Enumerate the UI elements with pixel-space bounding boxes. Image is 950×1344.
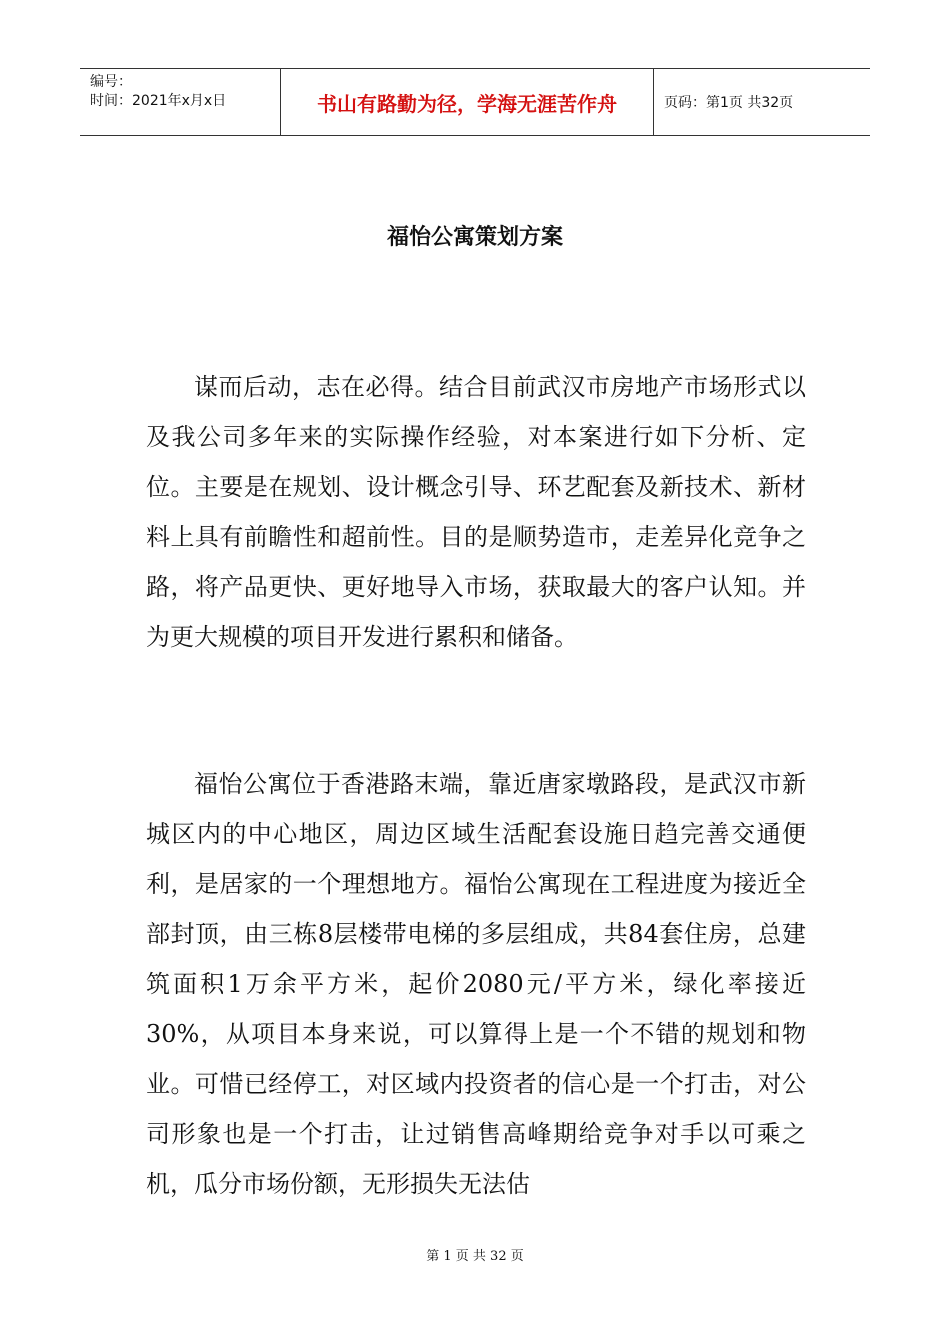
header-meta-cell (80, 69, 281, 135)
document-title: 福怡公寓策划方案 (386, 225, 563, 250)
motto-text: 书山有路勤为径，学海无涯苦作舟 (317, 91, 617, 116)
paragraph-intro: 谋而后动，志在必得。结合目前武汉市房地产市场形式以及我公司多年来的实际操作经验，对本案进行如下分析、定位。主要是在规划、设计概念引导、环艺配套及新技术、新材料上具有前瞻性和超前性。目的是顺势造市，走差异化竞争之路，将产品更快、更好地导入市场，获取最大的客户认知。并为更大规模的项目开发进行累积和储备。 (146, 373, 806, 651)
page-footer: 第 1 页 共 32 页 (426, 1249, 524, 1264)
paragraph-project-overview: 福怡公寓位于香港路末端，靠近唐家墩路段，是武汉市新城区内的中心地区，周边区域生活配套设施日趋完善交通便利，是居家的一个理想地方。福怡公寓现在工程进度为接近全部封顶，由三栋8层楼带电梯的多层组成，共84套住房，总建筑面积1万余平方米，起价2080元/平方米，绿化率接近30%，从项目本身来说，可以算得上是一个不错的规划和物业。可惜已经停工，对区域内投资者的信心是一个打击，对公司形象也是一个打击，让过销售高峰期给竞争对手以可乘之机，瓜分市场份额，无形损失无法估 (146, 770, 806, 1198)
page-info: 页码：第1页 共32页 (664, 95, 794, 111)
header-motto-cell (281, 69, 654, 135)
number-label: 编号： (90, 74, 132, 90)
header-page-cell (654, 69, 870, 135)
time-label: 时间：2021年x月x日 (90, 93, 227, 109)
header-table (80, 68, 870, 136)
